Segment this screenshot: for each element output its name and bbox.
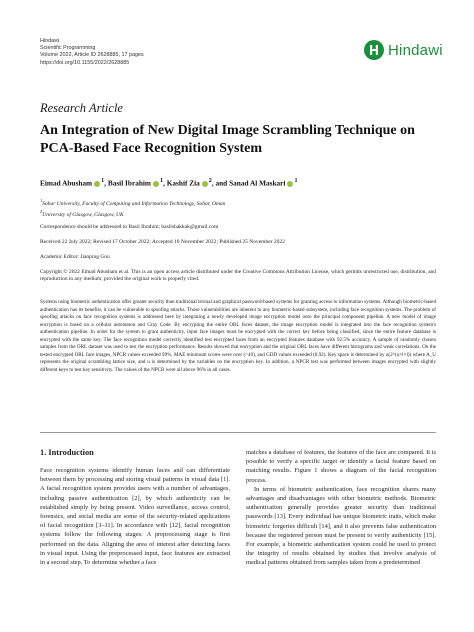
author-affil-sup: 1: [294, 178, 298, 184]
affiliation-item: [40, 208, 440, 219]
author-separator: ,: [163, 178, 167, 188]
correspondence: Correspondence should be addressed to Basil Ibrahim; basilshakkak@gmail.com: [40, 224, 219, 230]
affiliation-text: University of Glasgow, Glasgow, UK: [42, 212, 124, 219]
affiliation-item: [40, 197, 440, 208]
intro-paragraph: Face recognition systems identify human faces and can differentiate between them by processing and storing visual patterns in visual data [1]. A facial recognition system provides users with a number of advantages, including passive authentication [2], by which authenticity can be established simply by being present. Video surveillance, access control, forensics, and social media are some of the security-related applications of facial recognition [3–11]. In accordance with [12], facial recognition systems follow the following stages: A preprocessing stage is first performed on the data. Aligning the area of interest after detecting faces in visual input. Using the preprocessed input, face features are extracted in a second step. To determine whether a face: [40, 467, 230, 567]
author-separator: ,: [104, 178, 108, 188]
abstract: Systems using biometric authentication offer greater security than traditional textual and graphical password-based systems for granting access to information systems. Although biometric-based authentication has its benefits, it can be vulnerable to spoofing attacks. Those vulnerabilities are inherent to any biometric-based subsystem, including face recognition systems. The problem of spoofing attacks on face recognition systems is addressed here by integrating a newly developed image encryption model onto the principal component pipeline. A new model of image encryption is based on a cellular automaton and Gray Code. By encrypting the entire ORL faces dataset, the image encryption model is integrated into the face recognition system's authentication pipeline. In order for the system to grant authenticity, input face images must be encrypted with the correct key before being classified, since the entire feature database is encrypted with the same key. The face recognition model correctly identified test encrypted faces from an encrypted features database with 92.5% accuracy. A sample of randomly chosen samples from the ORL dataset was used to test the encryption performance. Results showed that encryption and the original ORL faces have different histograms and weak correlations. On the tested encrypted ORL face images, NPCR values exceeded 99%, MAE minimum scores were over (>40), and GDD values exceeded (0.92). Key space is determined by u(2^(u×l×l)) where A_U represents the original scrambling lattice size, and u is determined by the variables on the encryption key. In addition, a NPCR test was performed between images encrypted with slightly different keys to test key sensitivity. The values of the NPCR were all above 96% in all cases.: [40, 299, 436, 373]
orcid-icon[interactable]: [94, 181, 100, 187]
author-name[interactable]: Eimad Abusham: [40, 178, 93, 188]
section-divider: [40, 432, 436, 433]
journal-meta: [40, 38, 144, 67]
intro-paragraph: In terms of biometric authentication, face recognition shares many advantages and disadvantages with other biometric methods. Biometric authentication generally provides greater security than traditional passwords [13]. Every individual has unique biometric traits, which make biometric forgeries difficult [14], and it also prevents false authentication because the registered person must be present to verify authenticity [15]. For example, a biometric authentication system could be used to protect the integrity of results obtained by studies that involve analysis of medical patterns obtained from samples taken from a predetermined: [246, 485, 436, 567]
hindawi-logo: [364, 40, 443, 60]
academic-editor: Academic Editor: Jianping Gou: [40, 254, 110, 260]
publisher-name: Hindawi: [40, 38, 60, 44]
affiliation-sup: 1: [40, 198, 43, 203]
intro-paragraph: matches a database of features, the features of the face are compared. It is possible to verify a specific target or identify a facial feature based on matching results. Figure 1 shows a diagram of the facial recognition process.: [246, 449, 436, 484]
intro-column-left: [40, 448, 230, 567]
author-affil-sup: 2: [208, 178, 212, 184]
logo-text: Hindawi: [388, 41, 443, 59]
doi-link[interactable]: https://doi.org/10.1155/2022/2628885: [40, 59, 130, 66]
article-title: An Integration of New Digital Image Scrambling Technique on PCA-Based Face Recognition System: [40, 123, 415, 156]
article-dates: Received 22 July 2022; Revised 17 October 2022; Accepted 10 November 2022; Published 25 November 2022: [40, 239, 285, 245]
author-list: [40, 178, 297, 187]
author-name[interactable]: Sanad Al Maskari: [229, 178, 286, 188]
intro-column-right: [246, 448, 436, 568]
author-name[interactable]: Kashif Zia: [166, 178, 200, 188]
author-separator: , and: [211, 178, 230, 188]
hindawi-logo-icon: [364, 40, 384, 60]
section-heading: 1. Introduction: [40, 448, 94, 457]
author-affil-sup: 1: [160, 178, 164, 184]
affiliation-text: Sohar University, Faculty of Computing and Information Technology, Sohar, Oman: [42, 200, 226, 207]
article-type: Research Article: [40, 101, 123, 115]
orcid-icon[interactable]: [202, 181, 208, 187]
orcid-icon[interactable]: [153, 181, 159, 187]
affiliation-sup: 2: [40, 209, 43, 215]
affiliations: [40, 197, 440, 220]
journal-name: Scientific Programming: [40, 45, 96, 52]
author-affil-sup: 1: [101, 178, 105, 184]
copyright-notice: Copyright © 2022 Eimad Abusham et al. This is an open access article distributed under the Creative Commons Attribution License, which permits unrestricted use, distribution, and reproduction in any medium, provided the original work is properly cited.: [40, 269, 436, 283]
orcid-icon[interactable]: [287, 181, 293, 187]
author-name[interactable]: Basil Ibrahim: [107, 178, 152, 188]
volume-line: Volume 2022, Article ID 2628885, 17 pages: [40, 52, 144, 59]
